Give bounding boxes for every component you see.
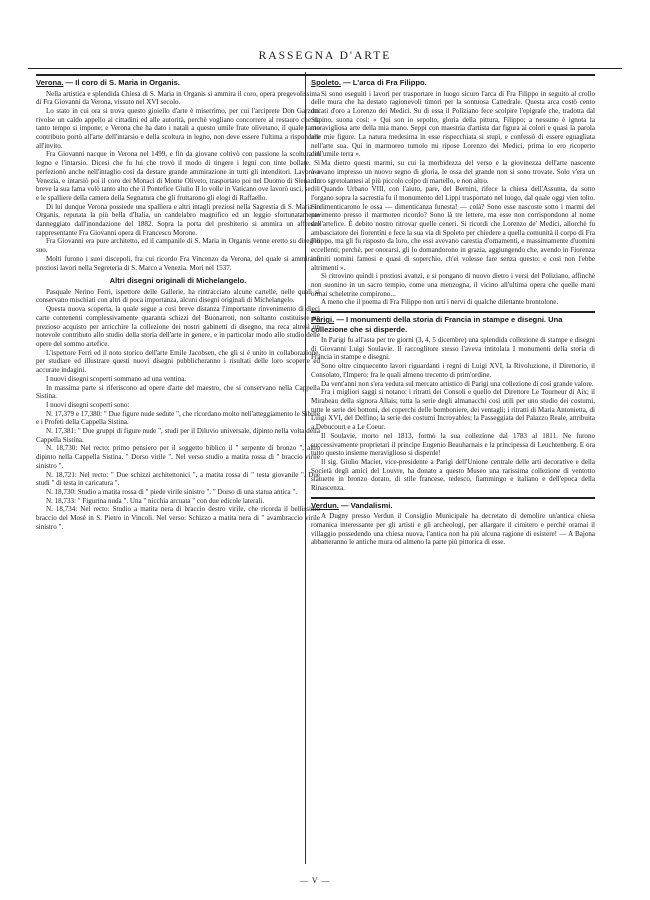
paragraph: Ma dietro questi marmi, su cui la morbidezza del verso e la giovinezza dell'arte nascente avevano impresso un nuovo segno di gloria, le ossa del grande non si sono trovate. Solo v'era un muro sgretolantesi al più piccolo colpo di martello, e non altro. [311, 159, 595, 185]
paragraph: Lo stato in cui ora si trova questo gioiello d'arte è miserrimo, per cui l'arciprete Don Garzotti rivolse un caldo appello ai cittadini ed alle autorità, perchè vogliano concorrere al restauro che da tanto tempo si impone; e Verona che ha dato i natali a questo umile frate olivetano, il quale tanto contributo portò all'arte dell'intarsio e della scoltura in legno, non deve essere l'ultima a rispondere all'invito. [36, 106, 320, 150]
article-title: Altri disegni originali di Michelangelo. [109, 276, 247, 286]
article-place: Parigi. [311, 315, 335, 325]
section-rule [311, 74, 595, 76]
article-parigi [311, 311, 595, 493]
article-heading [311, 315, 595, 334]
article-place: Verdun. [311, 500, 339, 510]
paragraph: I nuovi disegni scoperti sono: [46, 400, 130, 409]
paragraph: Sono oltre cinquecento lavori riguardanti i regni di Luigi XVI, la Rivoluzione, il Direttorio, il Consolato, l'Impero: fra le quali almeno trecento di prim'ordine. [311, 362, 595, 379]
article-title: — Vandalismi. [338, 500, 393, 510]
paragraph: I nuovi disegni scoperti sommano ad una ventina. [46, 374, 187, 383]
paragraph: A Dugny presso Verdun il Consiglio Municipale ha decretato di demolire un'antica chiesa romanica interessante per gli artisti e gli archeologi, per allargare il cimitero e perchè oramai il villaggio possedendo una chiesa nuova, l'antica non ha più alcuna ragione di esistere! — A Bajona abbatteranno le antiche mura od almeno la parte più pittorica di esse. [311, 512, 595, 547]
article-heading [36, 78, 320, 88]
article-title: — L'arca di Fra Filippo. [340, 78, 427, 87]
paragraph: L'ispettore Ferri ed il noto storico dell'arte Emile Jacobsen, che gli si è unito in collaborazione, per studiare ed illustrare questi nuovi disegni pubblicheranno i risultati delle loro scoperte ed accurate indagini. [36, 348, 320, 375]
article-title: — Il coro di S. Maria in Organis. [63, 78, 180, 87]
article-place: Verona. [36, 78, 64, 87]
running-head: RASSEGNA D'ARTE [258, 50, 392, 62]
paragraph: Questa nuova scoperta, la quale segue a così breve distanza l'importante rinvenimento di dieci carte contenenti complessivamente quaranta schizzi del Buonarroti, non soltanto costituisce un prezioso acquisto per arricchire la collezione dei nostri gabinetti di disegno, ma reca altresì un notevole contributo allo studio della storia dell'arte in genere, e in particolar modo allo studio delle opere del sommo artefice. [36, 305, 320, 348]
paragraph: Quando Urbano VIII, con l'aiuto, pare, del Bernini, rifece la chiesa dell'Assunta, da sotto l'organo sopra la sacrestia fu il monumento del Lippi trasportato nel luogo, dal quale oggi vien tolto. Si dimenticarono le ossa — dimenticanza funesta! — colà? Sono esse nascoste sotto i marmi del pavimento presso il marmoreo ricordo? Sono là tre lettere, ma esse non corrispondono al nome dell'artefice. È debito nostro ritrovar quelle ceneri. Si ricordi che Lorenzo de' Medici, allorchè fu ambasciatore dei fiorentini e fece la sua via di Spoleto per chiedere a quella comunità il corpo di Fra Filippo, ma gli fu risposto da loro, che essi avevano carestia d'ornamenti, e massimamente d'uomini eccellenti; perchè, per onorarsi, gli lo domandorono in grazia, aggiungendo che, avendo in Fiorenza infiniti uomini famosi e quasi di soperchio, ch'ei volesse fare senza questo: e così non l'ebbe altrimenti ». [311, 185, 595, 272]
paragraph: N. 18,721: Nel recto: " Due schizzi architettonici ", a matita rossa di " testa giovanile ". Due studi " di testa in caricatura ". [36, 470, 320, 488]
article-spoleto [311, 74, 595, 307]
article-heading [311, 501, 595, 511]
paragraph: In Parigi fu all'asta per tre giorni (3, 4, 5 dicembre) una splendida collezione di stampe e disegni di Giovanni Luigi Soulavie. Il raccoglitore stesso l'aveva intitolata I monumenti della storia di Francia in stampe e disegni. [311, 336, 595, 362]
paragraph: N. 17,381: " Due gruppi di figure nude ", studi per il Diluvio universale, dipinto nella volta della Cappella Sistina. [36, 427, 320, 444]
article-verdun [311, 497, 595, 547]
paragraph: Il Soulavie, morto nel 1813, formò la sua collezione dal 1783 al 1811. Ne furono successivamente proprietari il principe Eugenio Beauharnais e la principessa di Leuchtenberg. E ora tutto questo insieme meraviglioso si disperde! [311, 431, 595, 458]
paragraph: Nella artistica e splendida Chiesa di S. Maria in Organis si ammira il coro, opera pregevolissima di Fra Giovanni da Verona, vissuto nel XVI secolo. [36, 89, 320, 107]
article-title: — I monumenti della storia di Francia in stampe e disegni. Una collezione che si disperde. [311, 315, 563, 334]
right-column [311, 74, 595, 864]
paragraph: Fra i migliori saggi si notano: i ritratti dei Consoli e quello del Direttore Le Tourneur di Aix; il Mirabeau della signora Allais; tutta la serie degli almanacchi così utili per uno studio dei costumi, tutte le serie dei bottoni, dei coperchi delle bomboniere, dei ventagli; i ritratti di Maria Antonietta, di Luigi XVI, del Delfino; la serie dei costumi Incroyables; la Passeggiata del Palazzo Reale, attribuita a Debucourt e a Le Coeur. [311, 388, 595, 432]
paragraph: Si ritrovino quindi i preziosi avanzi, e si pongano di nuovo dietro i versi del Poliziano, affinchè non suonino in un sacro tempio, come una menzogna, il vicino all'ultima opera che quelle mani ormai scheletrite compirono... [311, 272, 595, 298]
paragraph: N. 17,379 e 17,380: " Due figure nude sedute ", che ricordano molto nell'atteggiamento le Sibille e i Profeti della Cappella Sistina. [36, 409, 320, 427]
paragraph: Fra Giovanni era pure architetto, ed il campanile di S. Maria in Organis venne eretto su disegno suo. [36, 237, 320, 255]
article-michelangelo [36, 276, 320, 531]
paragraph: Si sono eseguiti i lavori per trasportare in luogo sicuro l'arca di Fra Filippo in seguito al crollo delle mura che ha destato ragionevoli timori per la sontuosa Cattedrale. Questa arca costò cento ducati d'oro a Lorenzo dei Medici. Su di essa il Poliziano fece scolpire l'epigrafe che, tradotta dal Supino, suona così: « Qui son io sepolto, gloria della pittura, Filippo; a nessuno è ignota la meravigliosa arte della mia mano. Seppi con maestria d'artista dar figura ai colori e quasi la parola alle mie figure. La natura medesima in esse rispecchiata si stupì, e confessò di essere eguagliata nell'arte sua. Qui in marmoreo tumolo mi ripose Lorenzo dei Medici, prima io ero ricoperto dell'umile terra ». [311, 89, 595, 159]
article-place: Spoleto. [311, 78, 341, 87]
paragraph: Molti furono i suoi discepoli, fra cui ricordo Fra Vincenzo da Verona, del quale si ammirano preziosi lavori nella Segreteria di S. Marco a Venezia. Morì nel 1537. [36, 254, 320, 272]
article-verona [36, 74, 320, 272]
section-rule [311, 311, 595, 313]
paragraph: In massima parte si riferiscono ad opere d'arte del maestro, che si conservano nella Cappella Sistina. [36, 383, 320, 401]
paragraph: N. 18,730: Studio a matita rossa di " piede virile sinistro ". " Dorso di una statua antica ". [46, 487, 298, 496]
paragraph: Pasquale Nerino Ferri, ispettore delle Gallerie, ha rintracciato alcune cartelle, nelle quali si conservano mischiati con altri di poca importanza, alcuni disegni originali di Michelangelo. [36, 287, 320, 305]
paragraph: N. 18,730: Nel recto: primo pensiero per il soggetto biblico il " serpente di bronzo ", altro dipinto nella Cappella Sistina. " Dorso virile ". Nel verso studio a matita rossa di " braccio virile sinistro ". [36, 444, 320, 470]
paragraph: Da vent'anni non s'era veduta sul mercato artistico di Parigi una collezione di così grande valore. [321, 379, 594, 388]
paragraph: N. 18,733: " Figurina nuda ". Una " nicchia arcuata " con due edicole laterali. [46, 496, 265, 505]
paragraph: N. 18,734: Nel recto: Studio a matita nera di braccio destro virile, che ricorda il bellissimo braccio del Mosè in S. Pietro in Vincoli. Nel verso: Schizzo a matita nera di " avambraccio virile sinistro ". [36, 505, 320, 531]
paragraph: Il sig. Giulio Maciet, vice-presidente a Parigi dell'Unione centrale delle arti decorative e della Società degli amici del Louvre, ha donato a questo Museo una rarissima collezione di ventotto statuette in bronzo dorato, di stile francese, tedesco, fiammingo e italiano e dell'epoca della Rinascenza. [311, 457, 595, 493]
header-rule [28, 68, 622, 69]
section-rule [311, 497, 595, 499]
page-footer-mark: — V — [300, 876, 331, 885]
section-rule [36, 74, 320, 76]
paragraph: A meno che il poema di Fra Filippo non urti i nervi di qualche dilettante brontolone. [321, 298, 559, 307]
paragraph: Fra Giovanni nacque in Verona nel 1499, e fin da giovane coltivò con passione la scoltura in legno e l'intarsio. Dicesi che fu lui che trovò il modo di tingere i legni con tinte bollate. Si perfezionò anche nell'intaglio così da destare grande ammirazione in tutti gli intenditori. Lavorò a Venezia, e intarsiò poi il coro dei Monaci di Monte Oliveto, trasportato poi nel Duomo di Siena. In breve la sua fama volò tanto alto che il Pontefice Giulio II lo volle in Vaticano ove lavorò usci, sedili e le spalliere della camera della Segnatura che gli fruttarono gli elogi di Raffaello. [36, 150, 320, 202]
paragraph: Di lui dunque Verona possiede una spalliera e altri intagli preziosi nella Sagrestia di S. Maria in Organis, reputata la più bella d'Italia, un candelabro magnifico ed un leggio sfortunatamente danneggiato dall'inondazione del 1882. Sopra la porta del presbiterio si ammira un affresco rappresentante Fra Giovanni opera di Francesco Morone. [36, 202, 320, 237]
article-heading [311, 78, 595, 88]
left-column [36, 74, 320, 864]
